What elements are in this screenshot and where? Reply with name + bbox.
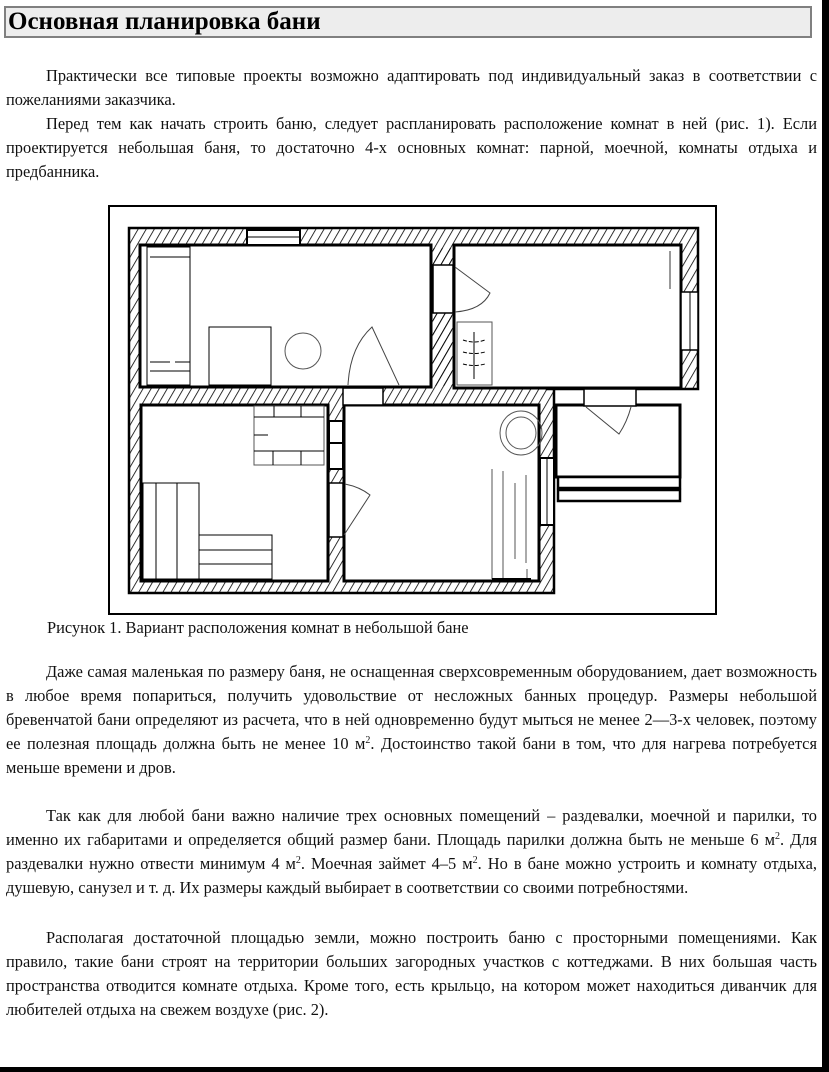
superscript: 2 [472,855,478,866]
superscript: 2 [365,735,371,746]
floor-plan-figure [108,205,717,615]
paragraph-text: . Но в бане можно устроить и комнату отдыха, душевую, санузел и т. д. Их размеры каждый выбирает в соответствии со своими потребностями. [6,854,817,897]
vestibule [540,389,680,525]
paragraph-intro [6,64,817,112]
paragraph-room-sizes [6,804,817,900]
figure-caption: Рисунок 1. Вариант расположения комнат в небольшой бане [47,618,469,637]
window-edge-bottom [0,1067,829,1072]
section-heading-box [4,6,812,38]
paragraph-text: . Для раздевалки нужно отвести минимум 4 м [6,830,817,873]
paragraph-text: Перед тем как начать строить баню, следует распланировать расположение комнат в ней (рис. 1). Если проектируется небольшая баня, то достаточно 4-х основных комнат: парной, моечной, комнаты отдыха и предбанника. [6,114,817,181]
superscript: 2 [774,831,780,842]
paragraph-text: Располагая достаточной площадью земли, можно построить баню с просторными помещениями. Как правило, такие бани строят на территории больших загородных участков с коттеджами. В них большая часть пространства отводится комнате отдыха. Кроме того, есть крыльцо, на котором может находиться диванчик для любителей отдыха на свежем воздухе (рис. 2). [6,928,817,1019]
paragraph-planning [6,112,817,184]
washing-room [329,388,542,581]
paragraph-text: . Достоинство такой бани в том, что для нагрева потребуется меньше времени и дров. [6,734,817,777]
paragraph-text: Так как для любой бани важно наличие трех основных помещений – раздевалки, моечной и парилки, то именно их габаритами и определяется общий размер бани. Площадь парилки должна быть не меньше 6 м [6,806,817,849]
window-edge-right [822,0,829,1072]
paragraph-text: Даже самая маленькая по размеру баня, не оснащенная сверхсовременным оборудованием, дает возможность в любое время попариться, получить удовольствие от несложных банных процедур. Размеры небольшой бревенчатой бани определяют из расчета, что в ней одновременно будут мыться не менее 2—3-х человек, поэтому ее полезная площадь должна быть не менее 10 м [6,662,817,753]
paragraph-small-bath [6,660,817,780]
paragraph-text: . Моечная займет 4–5 м [300,854,473,873]
changing-room [141,405,343,581]
paragraph-text: Практически все типовые проекты возможно адаптировать под индивидуальный заказ в соответствии с пожеланиями заказчика. [6,66,817,109]
rest-room [140,230,431,387]
steam-room [433,245,698,388]
page-title: Основная планировка бани [8,8,321,35]
superscript: 2 [295,855,301,866]
floor-plan-drawing [110,207,715,613]
paragraph-large-bath [6,926,817,1022]
